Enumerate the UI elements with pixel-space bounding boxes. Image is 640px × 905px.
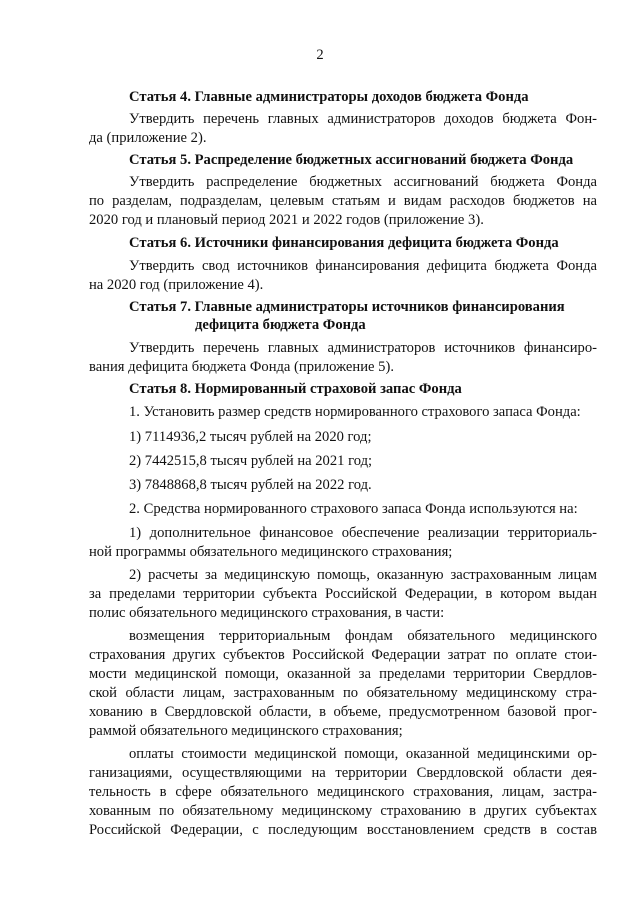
text-line: хованию в Свердловской области, в объеме, предусмотренном базовой прог-: [89, 704, 597, 720]
text-line: 2. Средства нормированного страхового запаса Фонда используются на:: [129, 501, 578, 517]
text-line: тельность в сфере обязательного медицинского страхования, лицам, застра-: [89, 784, 597, 800]
page-number: 2: [316, 47, 324, 63]
text-line: на 2020 год (приложение 4).: [89, 277, 264, 293]
text-line: ской области лицам, застрахованным по обязательному медицинскому стра-: [89, 685, 597, 701]
text-line: возмещения территориальным фондам обязательного медицинского: [129, 628, 597, 644]
text-line: Утвердить перечень главных администраторов доходов бюджета Фон-: [129, 111, 597, 127]
text-line: 1) дополнительное финансовое обеспечение реализации территориаль-: [129, 525, 597, 541]
article-8-heading: Статья 8. Нормированный страховой запас Фонда: [129, 381, 462, 397]
article-7-heading-cont: дефицита бюджета Фонда: [195, 317, 366, 333]
text-line: Утвердить распределение бюджетных ассигнований бюджета Фонда: [129, 174, 597, 190]
text-line: по разделам, подразделам, целевым статьям и видам расходов бюджетов на: [89, 193, 597, 209]
text-line: Утвердить свод источников финансирования дефицита бюджета Фонда: [129, 258, 597, 274]
text-line: раммой обязательного медицинского страхования;: [89, 723, 403, 739]
text-line: хованным по обязательному медицинскому страхованию в других субъектах: [89, 803, 597, 819]
text-line: мости медицинской помощи, оказанной за пределами территории Свердлов-: [89, 666, 597, 682]
text-line: 2020 год и плановый период 2021 и 2022 годов (приложение 3).: [89, 212, 484, 228]
text-line: вания дефицита бюджета Фонда (приложение 5).: [89, 359, 394, 375]
article-4-heading: Статья 4. Главные администраторы доходов бюджета Фонда: [129, 89, 529, 105]
text-line: полис обязательного медицинского страхования, в части:: [89, 605, 445, 621]
article-7-heading: Статья 7. Главные администраторы источников финансирования: [129, 299, 565, 315]
text-line: страхования других субъектов Российской Федерации затрат по оплате стои-: [89, 647, 597, 663]
list-item: 3) 7848868,8 тысяч рублей на 2022 год.: [129, 477, 372, 493]
text-line: Утвердить перечень главных администраторов источников финансиро-: [129, 340, 597, 356]
text-line: ганизациями, осуществляющими на территории Свердловской области дея-: [89, 765, 597, 781]
list-item: 1) 7114936,2 тысяч рублей на 2020 год;: [129, 429, 372, 445]
text-line: да (приложение 2).: [89, 130, 207, 146]
text-line: за пределами территории субъекта Российской Федерации, в котором выдан: [89, 586, 597, 602]
text-line: 2) расчеты за медицинскую помощь, оказанную застрахованным лицам: [129, 567, 597, 583]
text-line: Российской Федерации, с последующим восстановлением средств в состав: [89, 822, 597, 838]
text-line: 1. Установить размер средств нормированного страхового запаса Фонда:: [129, 404, 581, 420]
article-5-heading: Статья 5. Распределение бюджетных ассигнований бюджета Фонда: [129, 152, 574, 168]
text-line: ной программы обязательного медицинского страхования;: [89, 544, 453, 560]
text-line: оплаты стоимости медицинской помощи, оказанной медицинскими ор-: [129, 746, 597, 762]
list-item: 2) 7442515,8 тысяч рублей на 2021 год;: [129, 453, 373, 469]
article-6-heading: Статья 6. Источники финансирования дефицита бюджета Фонда: [129, 235, 559, 251]
